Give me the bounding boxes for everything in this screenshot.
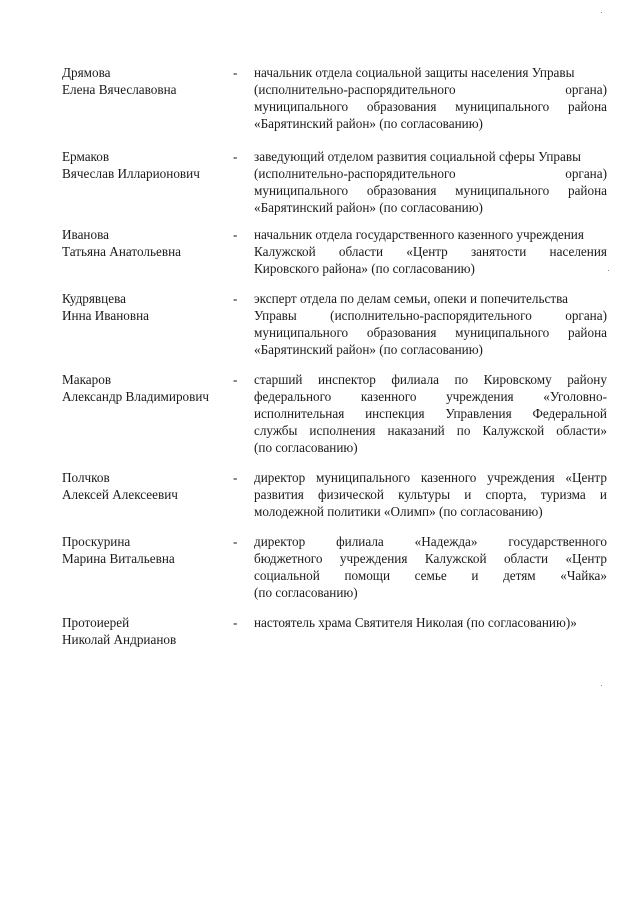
dash-separator: - (233, 615, 238, 630)
word: «Уголовно- (543, 389, 607, 404)
word: области» (556, 423, 607, 438)
position-line (254, 550, 607, 567)
member-surname: Ермаков (62, 149, 110, 164)
word: района (567, 99, 607, 114)
position-line: (по согласованию) (254, 440, 358, 455)
word: муниципального (254, 325, 349, 340)
word: (исполнительно-распорядительного (254, 82, 456, 97)
member-position (254, 371, 607, 456)
word: государственного (508, 534, 607, 549)
word: образования (366, 99, 437, 114)
dash-separator: - (233, 65, 238, 80)
member-position (254, 614, 607, 631)
word: директор (254, 470, 306, 485)
position-line: «Барятинский район» (по согласованию) (254, 200, 483, 215)
word: культуры (398, 487, 451, 502)
word: (исполнительно-распорядительного (330, 308, 532, 323)
position-line (254, 243, 607, 260)
member-name (62, 290, 227, 324)
member-given-name: Александр Владимирович (62, 389, 210, 404)
word: учреждения (487, 470, 555, 485)
position-line (254, 469, 607, 486)
word: по (454, 372, 469, 387)
position-line (254, 388, 607, 405)
word: области (338, 244, 384, 259)
word: и (464, 487, 472, 502)
position-line (254, 81, 607, 98)
word: района (567, 183, 607, 198)
word: семье (414, 568, 447, 583)
position-line (254, 486, 607, 503)
word: службы (254, 423, 298, 438)
word: муниципального (254, 183, 349, 198)
member-given-name: Инна Ивановна (62, 308, 150, 323)
position-line: начальник отдела государственного казенного учреждения (254, 227, 584, 242)
member-name (62, 226, 227, 260)
position-line (254, 182, 607, 199)
member-given-name: Татьяна Анатольевна (62, 244, 181, 259)
word: Калужской (254, 244, 316, 259)
member-surname: Макаров (62, 372, 112, 387)
member-name (62, 148, 227, 182)
position-line: Кировского района» (по согласованию) (254, 261, 475, 276)
word: района (567, 325, 607, 340)
member-position (254, 148, 607, 216)
member-position (254, 533, 607, 601)
dash-separator: - (233, 470, 238, 485)
member-name (62, 64, 227, 98)
word: наказаний (387, 423, 445, 438)
position-line (254, 307, 607, 324)
position-line: «Барятинский район» (по согласованию) (254, 116, 483, 131)
word: Калужской (482, 423, 545, 438)
word: органа) (565, 308, 607, 323)
member-position (254, 290, 607, 358)
member-given-name: Алексей Алексеевич (62, 487, 178, 502)
word: органа) (565, 82, 607, 97)
word: исполнительная (254, 406, 345, 421)
member-name (62, 469, 227, 503)
position-line: молодежной политики «Олимп» (по согласованию) (254, 504, 543, 519)
position-line (254, 533, 607, 550)
position-line (254, 98, 607, 115)
word: казенного (420, 470, 477, 485)
dash-separator: - (233, 291, 238, 306)
member-name (62, 614, 227, 648)
scan-speck (601, 685, 602, 686)
member-surname: Иванова (62, 227, 109, 242)
word: помощи (344, 568, 391, 583)
member-name (62, 371, 227, 405)
position-line: «Барятинский район» (по согласованию) (254, 342, 483, 357)
word: социальной (254, 568, 320, 583)
word: «Центр (406, 244, 448, 259)
position-line: настоятель храма Святителя Николая (по согласованию)» (254, 615, 577, 630)
word: Калужской (424, 551, 487, 566)
word: «Надежда» (414, 534, 478, 549)
member-name (62, 533, 227, 567)
member-position (254, 469, 607, 520)
position-line (254, 165, 607, 182)
member-given-name: Вячеслав Илларионович (62, 166, 200, 181)
member-surname: Протоиерей (62, 615, 130, 630)
word: Кировскому (483, 372, 552, 387)
dash-separator: - (233, 534, 238, 549)
word: спорта, (485, 487, 527, 502)
word: филиала (391, 372, 440, 387)
word: «Чайка» (560, 568, 607, 583)
word: развития (254, 487, 304, 502)
member-position (254, 226, 607, 277)
word: образования (366, 183, 437, 198)
position-line (254, 405, 607, 422)
position-line (254, 422, 607, 439)
word: Управления (445, 406, 512, 421)
word: Федеральной (532, 406, 607, 421)
member-surname: Полчков (62, 470, 110, 485)
position-line (254, 371, 607, 388)
word: старший (254, 372, 303, 387)
word: «Центр (565, 551, 607, 566)
word: инспектор (317, 372, 376, 387)
word: району (567, 372, 607, 387)
dash-separator: - (233, 227, 238, 242)
word: директор (254, 534, 306, 549)
member-surname: Кудрявцева (62, 291, 126, 306)
word: муниципального (455, 99, 550, 114)
position-line (254, 567, 607, 584)
word: муниципального (455, 183, 550, 198)
scan-speck (601, 12, 602, 13)
word: учреждения (446, 389, 514, 404)
word: Управы (254, 308, 297, 323)
word: (исполнительно-распорядительного (254, 166, 456, 181)
dash-separator: - (233, 372, 238, 387)
word: казенного (360, 389, 417, 404)
word: инспекция (365, 406, 425, 421)
member-position (254, 64, 607, 132)
word: филиала (336, 534, 384, 549)
word: по (456, 423, 471, 438)
dash-separator: - (233, 149, 238, 164)
member-surname: Дрямова (62, 65, 111, 80)
word: физической (318, 487, 384, 502)
word: органа) (565, 166, 607, 181)
word: исполнения (309, 423, 376, 438)
word: области (503, 551, 549, 566)
word: и (599, 487, 607, 502)
position-line: (по согласованию) (254, 585, 358, 600)
word: муниципального (315, 470, 411, 485)
scan-speck (608, 270, 609, 271)
word: учреждения (339, 551, 408, 566)
word: федерального (254, 389, 332, 404)
word: туризма (540, 487, 586, 502)
member-given-name: Елена Вячеславовна (62, 82, 177, 97)
word: бюджетного (254, 551, 323, 566)
position-line: заведующий отделом развития социальной сферы Управы (254, 149, 581, 164)
word: детям (503, 568, 536, 583)
word: образования (366, 325, 437, 340)
word: населения (549, 244, 607, 259)
member-surname: Проскурина (62, 534, 131, 549)
position-line: начальник отдела социальной защиты населения Управы (254, 65, 575, 80)
word: и (471, 568, 479, 583)
word: «Центр (565, 470, 607, 485)
word: муниципального (455, 325, 550, 340)
position-line: эксперт отдела по делам семьи, опеки и попечительства (254, 291, 569, 306)
position-line (254, 324, 607, 341)
word: муниципального (254, 99, 349, 114)
member-given-name: Николай Андрианов (62, 632, 177, 647)
word: занятости (470, 244, 527, 259)
member-given-name: Марина Витальевна (62, 551, 175, 566)
